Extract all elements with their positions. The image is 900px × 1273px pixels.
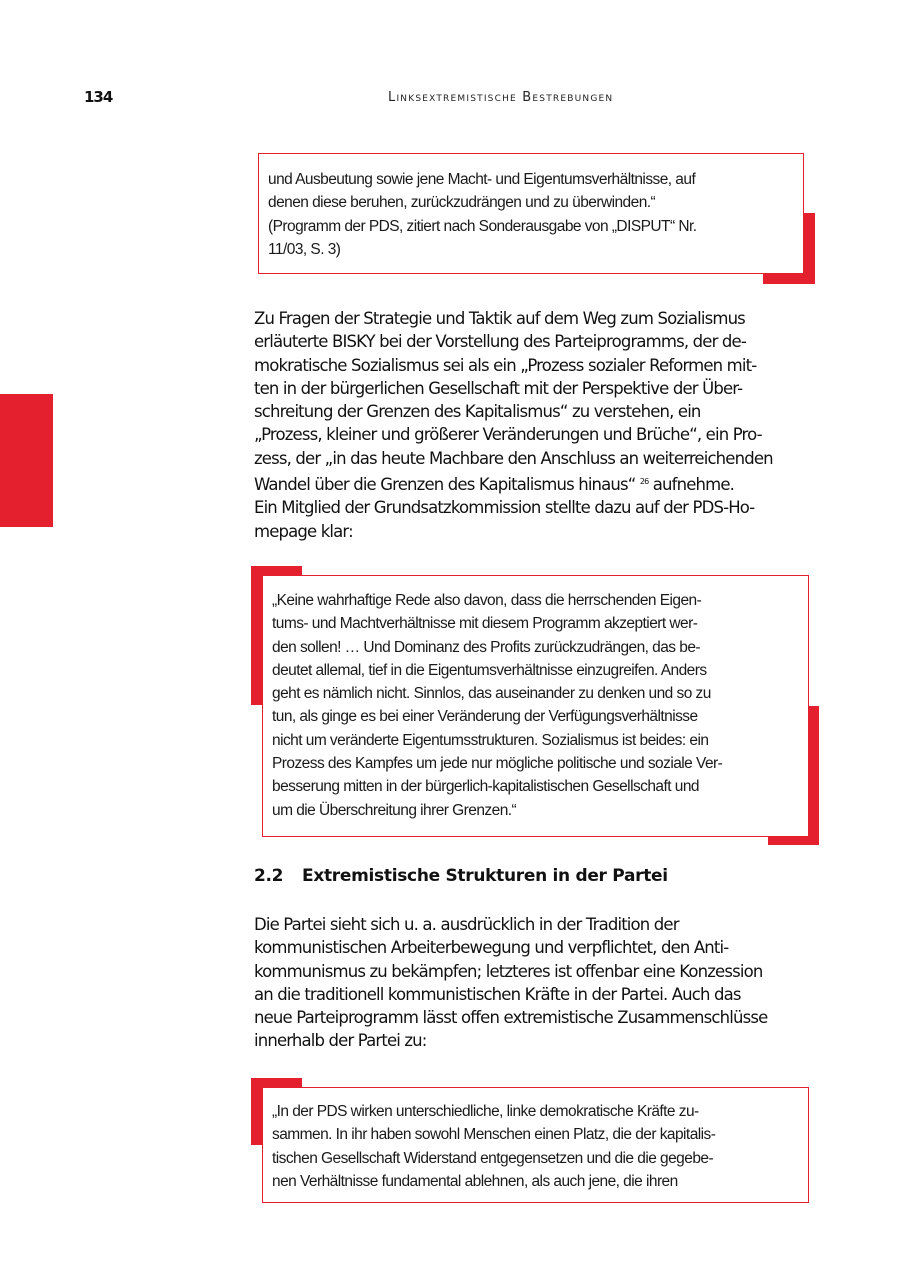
text-line: mepage klar: <box>254 521 353 541</box>
quote-line: denen diese beruhen, zurückzudrängen und zu überwinden.“ <box>268 194 656 212</box>
quote-line: deutet allemal, tief in die Eigentumsverhältnisse einzugreifen. Anders <box>272 661 707 679</box>
quote-box-program <box>258 153 804 274</box>
text-line: innerhalb der Partei zu: <box>254 1031 427 1051</box>
quote-box-member <box>262 575 809 837</box>
running-head-initial-1: L <box>388 90 397 105</box>
text-line: kommunistischen Arbeiterbewegung und verpflichtet, den Anti- <box>254 938 729 958</box>
quote-line: den sollen! … Und Dominanz des Profits zurückzudrängen, das be- <box>272 638 701 656</box>
text-line: Zu Fragen der Strategie und Taktik auf dem Weg zum Sozialismus <box>254 309 745 328</box>
text-line: mokratische Sozialismus sei als ein „Prozess sozialer Reformen mit- <box>254 355 757 375</box>
quote-line: tun, als ginge es bei einer Veränderung der Verfügungsverhältnisse <box>272 708 698 726</box>
quote-line: besserung mitten in der bürgerlich-kapitalistischen Gesellschaft und <box>272 778 699 796</box>
running-head-rest-2: ESTREBUNGEN <box>532 94 614 104</box>
text-line: „Prozess, kleiner und größerer Veränderungen und Brüche“, ein Pro- <box>254 425 762 445</box>
quote-line: sammen. In ihr haben sowohl Menschen einen Platz, die der kapitalis- <box>272 1126 716 1144</box>
text-fragment: Wandel über die Grenzen des Kapitalismus hinaus“ <box>254 475 636 495</box>
text-line: an die traditionell kommunistischen Kräfte in der Partei. Auch das <box>254 984 741 1004</box>
quote-line: tischen Gesellschaft Widerstand entgegensetzen und die die gegebe- <box>272 1149 714 1167</box>
quote-line: und Ausbeutung sowie jene Macht- und Eigentumsverhältnisse, auf <box>268 171 696 188</box>
quote-box-party-program <box>262 1087 809 1203</box>
chapter-tab-marker <box>0 394 53 527</box>
text-line <box>254 470 819 496</box>
text-fragment: aufnehme. <box>652 475 735 495</box>
quote-line: „Keine wahrhaftige Rede also davon, dass die herrschenden Eigen- <box>272 592 702 609</box>
text-line: Ein Mitglied der Grundsatzkommission stellte dazu auf der PDS-Ho- <box>254 498 755 518</box>
quote-line: „In der PDS wirken unterschiedliche, linke demokratische Kräfte zu- <box>272 1103 699 1120</box>
section-number: 2.2 <box>254 866 284 886</box>
text-line: neue Parteiprogramm lässt offen extremistische Zusammenschlüsse <box>254 1008 768 1028</box>
section-heading <box>254 866 668 886</box>
running-head-initial-2: B <box>522 90 533 105</box>
section-title: Extremistische Strukturen in der Partei <box>302 866 668 886</box>
running-head-rest-1: INKSEXTREMISTISCHE <box>396 94 517 104</box>
text-line: Die Partei sieht sich u. a. ausdrücklich in der Tradition der <box>254 915 679 934</box>
body-paragraph-tradition <box>254 913 819 1053</box>
quote-line: nicht um veränderte Eigentumsstrukturen. Sozialismus ist beides: ein <box>272 731 709 749</box>
page-number: 134 <box>84 88 113 106</box>
body-paragraph-strategy <box>254 307 819 543</box>
text-line: erläuterte BISKY bei der Vorstellung des Parteiprogramms, der de- <box>254 332 746 352</box>
quote-line: um die Überschreitung ihrer Grenzen.“ <box>272 801 517 819</box>
quote-line: nen Verhältnisse fundamental ablehnen, als auch jene, die ihren <box>272 1172 678 1190</box>
quote-line: (Programm der PDS, zitiert nach Sonderausgabe von „DISPUT“ Nr. <box>268 217 697 235</box>
quote-line: tums- und Machtverhältnisse mit diesem Programm akzeptiert wer- <box>272 615 698 633</box>
quote-line: 11/03, S. 3) <box>268 240 341 258</box>
running-head <box>388 90 613 105</box>
text-line: schreitung der Grenzen des Kapitalismus“ zu verstehen, ein <box>254 402 701 422</box>
text-line: kommunismus zu bekämpfen; letzteres ist offenbar eine Konzession <box>254 961 763 981</box>
quote-line: geht es nämlich nicht. Sinnlos, das auseinander zu denken und so zu <box>272 685 711 703</box>
footnote-marker: 26 <box>639 477 649 487</box>
text-line: ten in der bürgerlichen Gesellschaft mit der Perspektive der Über- <box>254 378 743 398</box>
text-line: zess, der „in das heute Machbare den Anschluss an weiterreichenden <box>254 448 773 468</box>
quote-line: Prozess des Kampfes um jede nur mögliche politische und soziale Ver- <box>272 755 723 773</box>
